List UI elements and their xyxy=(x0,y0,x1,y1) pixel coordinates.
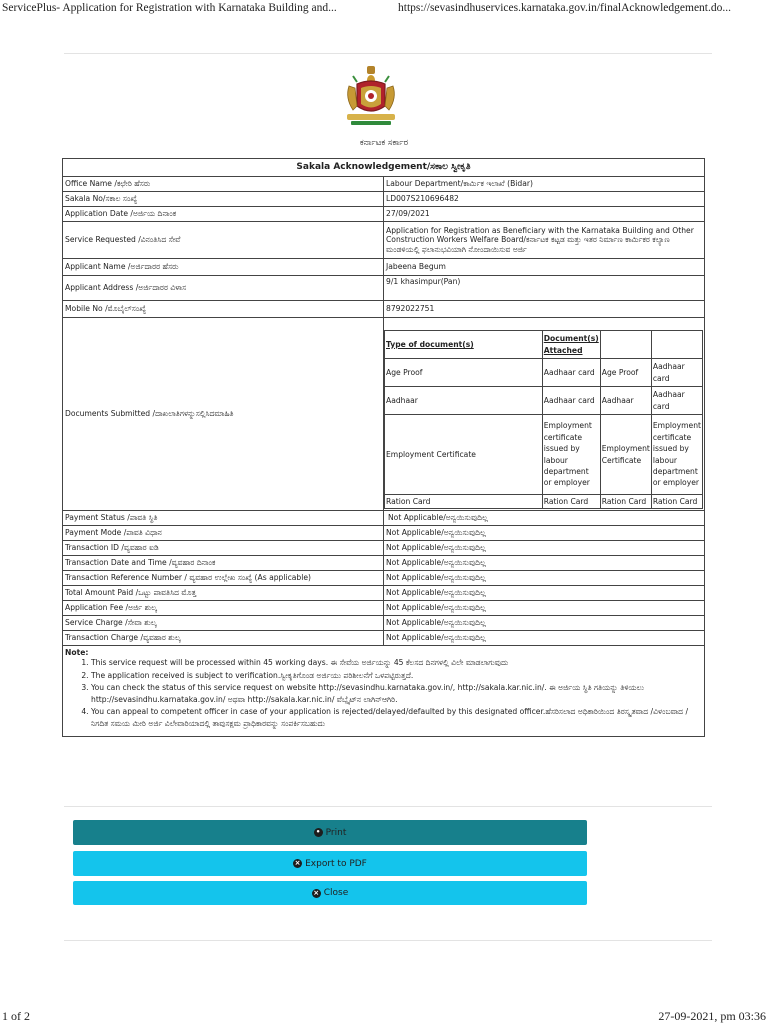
print-button-label: Print xyxy=(325,827,347,838)
table-row xyxy=(63,222,705,259)
field-label: Mobile No /ಮೊಬೈಲ್‌ಸಂಖ್ಯೆ xyxy=(63,301,384,318)
doc-row xyxy=(385,387,703,415)
doc-type: Aadhaar xyxy=(385,387,543,415)
table-row xyxy=(63,541,705,556)
note-item: 2. The application received is subject to verification.ಸ್ವೀಕೃತಿಗೊಂಡ ಅರ್ಜಿಯು ಪರಿಶೀಲನೆಗೆ ಒಳಪಟ್ಟಿರುತ್ತದೆ. xyxy=(91,670,702,682)
table-row xyxy=(63,631,705,646)
field-label: Payment Mode /ಪಾವತಿ ವಿಧಾನ xyxy=(63,526,384,541)
field-value: Not Applicable/ಅನ್ವಯಿಸುವುದಿಲ್ಲ xyxy=(384,601,705,616)
field-label: Transaction Date and Time /ವ್ಯವಹಾರ ದಿನಾಂಕ xyxy=(63,556,384,571)
field-value: Not Applicable/ಅನ್ವಯಿಸುವುದಿಲ್ಲ xyxy=(384,541,705,556)
doc-type: Aadhaar xyxy=(600,387,651,415)
close-icon: × xyxy=(313,888,320,897)
doc-attached: Aadhaar card xyxy=(651,359,702,387)
export-to-pdf-button[interactable] xyxy=(73,851,587,876)
field-value: Not Applicable/ಅನ್ವಯಿಸುವುದಿಲ್ಲ xyxy=(384,586,705,601)
doc-attached: Aadhaar card xyxy=(542,359,600,387)
page-number: 1 of 2 xyxy=(2,1009,30,1023)
doc-attached: Ration Card xyxy=(542,495,600,509)
table-row xyxy=(63,177,705,192)
table-row xyxy=(63,318,705,511)
doc-row xyxy=(385,415,703,495)
page-title: ServicePlus- Application for Registration with Karnataka Building and... xyxy=(2,2,337,14)
print-footer xyxy=(0,1009,768,1023)
field-value: Not Applicable/ಅನ್ವಯಿಸುವುದಿಲ್ಲ xyxy=(384,631,705,646)
ack-title: Sakala Acknowledgement/ಸಕಾಲ ಸ್ವೀಕೃತಿ xyxy=(63,159,705,177)
table-row xyxy=(63,526,705,541)
divider xyxy=(64,53,712,54)
field-value: Not Applicable/ಅನ್ವಯಿಸುವುದಿಲ್ಲ xyxy=(384,526,705,541)
table-row xyxy=(63,616,705,631)
field-label: Application Fee /ಅರ್ಜಿ ಶುಲ್ಕ xyxy=(63,601,384,616)
field-label: Sakala No/ಸಕಾಲ ಸಂಖ್ಯೆ xyxy=(63,192,384,207)
field-label: Application Date /ಅರ್ಜಿಯ ದಿನಾಂಕ xyxy=(63,207,384,222)
field-label: Transaction Charge /ವ್ಯವಹಾರ ಶುಲ್ಕ xyxy=(63,631,384,646)
field-label: Applicant Address /ಅರ್ಜಿದಾರರ ವಿಳಾಸ xyxy=(63,276,384,301)
export-icon: × xyxy=(294,859,301,867)
close-button-label: Close xyxy=(323,888,349,898)
doc-type: Employment Certificate xyxy=(385,415,543,495)
note-item: 1. This service request will be processed within 45 working days. ಈ ಸೇವೆಯ ಅರ್ಜಿಯನ್ನು 45 ಕೆಲಸದ ದಿನಗಳಲ್ಲಿ ವಿಲೇ ಮಾಡಲಾಗುವುದು xyxy=(91,657,702,669)
field-value: 27/09/2021 xyxy=(384,207,705,222)
print-icon: • xyxy=(314,828,323,837)
doc-row xyxy=(385,495,703,509)
page-url: https://sevasindhuservices.karnataka.gov.in/finalAcknowledgement.do... xyxy=(398,2,731,14)
field-label: Service Requested /ವಿನಂತಿಸಿದ ಸೇವೆ xyxy=(63,222,384,259)
table-row xyxy=(63,511,705,526)
notes-row xyxy=(63,646,705,737)
print-button[interactable] xyxy=(73,820,587,845)
table-row xyxy=(63,301,705,318)
doc-type: Ration Card xyxy=(385,495,543,509)
col-header: Type of document(s) xyxy=(385,331,543,359)
doc-attached: Employment certificate issued by labour department or employer xyxy=(542,415,600,495)
doc-type: Age Proof xyxy=(600,359,651,387)
table-row xyxy=(63,192,705,207)
doc-row xyxy=(385,359,703,387)
field-value: Not Applicable/ಅನ್ವಯಿಸುವುದಿಲ್ಲ xyxy=(384,511,705,526)
field-value: Labour Department/ಕಾರ್ಮಿಕ ಇಲಾಖೆ (Bidar) xyxy=(384,177,705,192)
field-label: Transaction Reference Number / ವ್ಯವಹಾರ ಉಲ್ಲೇಖ ಸಂಖ್ಯೆ (As applicable) xyxy=(63,571,384,586)
field-label: Transaction ID /ವ್ಯವಹಾರ ಐಡಿ xyxy=(63,541,384,556)
table-row xyxy=(63,276,705,301)
field-value: Jabeena Begum xyxy=(384,259,705,276)
divider xyxy=(64,806,712,807)
documents-table xyxy=(384,330,703,509)
export-button-label: Export to PDF xyxy=(305,858,367,869)
doc-type: Ration Card xyxy=(600,495,651,509)
notes xyxy=(63,646,705,737)
divider xyxy=(64,940,712,941)
field-value: LD007S210696482 xyxy=(384,192,705,207)
acknowledgement-table xyxy=(62,158,705,737)
field-value: Not Applicable/ಅನ್ವಯಿಸುವುದಿಲ್ಲ xyxy=(384,571,705,586)
karnataka-emblem-icon xyxy=(343,58,399,130)
note-item: 3. You can check the status of this service request on website http://sevasindhu.karnataka.gov.in/, http://sakala.kar.nic.in/. ಈ ಅರ್ಜಿಯ ಸ್ಥಿತಿ ಗತಿಯನ್ನು ತಿಳಿಯಲು http://sevasindhu.karnataka.gov.in/ ಅಥವಾ http://sakala.kar.nic.in/ ವೆಬ್ಸೈಟ್‌ನ ಲಾಗಿನ್‌ಆಗಿರಿ. xyxy=(91,682,702,706)
documents-cell xyxy=(384,318,705,511)
note-item: 4. You can appeal to competent officer in case of your application is rejected/delayed/defaulted by this designated officer.ಹೆಸರಿಸಲಾದ ಅಧಿಕಾರಿಯಿಂದ ತಿರಸ್ಕೃತವಾದ /ವಿಳಂಬವಾದ /ನಿಗದಿತ ಸಮಯ ಮೀರಿ ಅರ್ಜಿ ವಿಲೇವಾರಿಯಾದಲ್ಲಿ ತಾವುಸಕ್ಷಮ ಪ್ರಾಧಿಕಾರವನ್ನು ಸಂಪರ್ಕಿಸಬಹುದು xyxy=(91,706,702,730)
field-label: Service Charge /ಸೇವಾ ಶುಲ್ಕ xyxy=(63,616,384,631)
table-row xyxy=(63,571,705,586)
print-header xyxy=(0,2,768,18)
field-label: Documents Submitted /ದಾಖಲಾತಿಗಳನ್ನುಸಲ್ಲಿಸಿದಮಾಹಿತಿ xyxy=(63,318,384,511)
print-datetime: 27-09-2021, pm 03:36 xyxy=(658,1009,766,1023)
field-value: Not Applicable/ಅನ್ವಯಿಸುವುದಿಲ್ಲ xyxy=(384,556,705,571)
field-value: Application for Registration as Beneficiary with the Karnataka Building and Other Construction Workers Welfare Board/ಕರ್ನಾಟಕ ಕಟ್ಟಡ ಮತ್ತು ಇತರ ನಿರ್ಮಾಣ ಕಾರ್ಮಿಕರ ಕಲ್ಯಾಣ ಮಂಡಳಿಯಲ್ಲಿ ಫಲಾನುಭವಿಯಾಗಿ ನೋಂದಾಯಿಸುವ ಅರ್ಜಿ xyxy=(384,222,705,259)
govt-name: ಕರ್ನಾಟಕ ಸರ್ಕಾರ xyxy=(359,138,409,148)
table-row xyxy=(63,259,705,276)
field-label: Applicant Name /ಅರ್ಜಿದಾರರ ಹೆಸರು xyxy=(63,259,384,276)
table-row xyxy=(63,556,705,571)
doc-type: Employment Certificate xyxy=(600,415,651,495)
close-button[interactable] xyxy=(73,881,587,905)
field-value: 9/1 khasimpur(Pan) xyxy=(384,276,705,301)
table-row xyxy=(63,601,705,616)
doc-type: Age Proof xyxy=(385,359,543,387)
field-value: 8792022751 xyxy=(384,301,705,318)
field-label: Payment Status /ಪಾವತಿ ಸ್ಥಿತಿ xyxy=(63,511,384,526)
notes-title: Note: xyxy=(65,648,89,657)
field-label: Office Name /ಕಛೇರಿ ಹೆಸರು xyxy=(63,177,384,192)
col-header: Document(s) Attached xyxy=(542,331,600,359)
doc-attached: Ration Card xyxy=(651,495,702,509)
doc-attached: Employment certificate issued by labour department or employer xyxy=(651,415,702,495)
table-row xyxy=(63,207,705,222)
table-row xyxy=(63,586,705,601)
field-label: Total Amount Paid /ಒಟ್ಟು ಪಾವತಿಸಿದ ಮೊತ್ತ xyxy=(63,586,384,601)
doc-attached: Aadhaar card xyxy=(542,387,600,415)
doc-attached: Aadhaar card xyxy=(651,387,702,415)
field-value: Not Applicable/ಅನ್ವಯಿಸುವುದಿಲ್ಲ xyxy=(384,616,705,631)
